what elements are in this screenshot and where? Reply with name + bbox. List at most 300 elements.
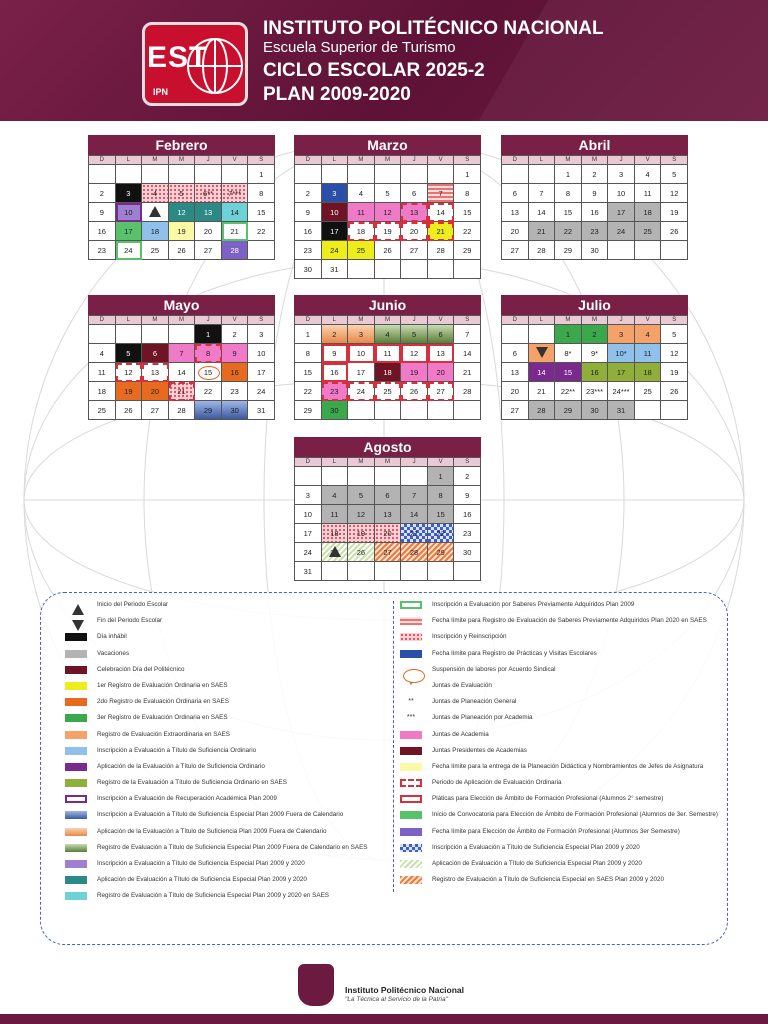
legend-label: Inscripción a Evaluación a Título de Suficiencia Especial Plan 2009 Fuera de Calendario	[97, 811, 344, 819]
empty-cell	[428, 165, 455, 184]
day-cell: 5	[348, 486, 375, 505]
day-cell: 4	[142, 184, 169, 203]
day-cell: 13	[375, 505, 402, 524]
empty-cell	[142, 165, 169, 184]
weekday-header: J	[401, 316, 428, 325]
month-title: Agosto	[294, 437, 481, 457]
legend-label: Aplicación de la Evaluación a Título de Suficiencia Ordinario	[97, 762, 265, 770]
legend-label: 1er Registro de Evaluación Ordinaria en SAES	[97, 681, 228, 689]
month-title: Marzo	[294, 135, 481, 155]
day-cell: 26	[401, 382, 428, 401]
day-cell: 1	[248, 165, 275, 184]
day-cell: 17	[348, 363, 375, 382]
legend-item	[400, 828, 723, 844]
legend-swatch-icon	[65, 714, 87, 722]
weekday-header: M	[142, 316, 169, 325]
legend-item	[400, 860, 723, 876]
day-cell: 8*	[555, 344, 582, 363]
day-cell: 2	[89, 184, 116, 203]
day-cell: 19	[661, 203, 688, 222]
legend-item	[400, 698, 723, 714]
day-cell: 4	[89, 344, 116, 363]
day-cell: 11	[89, 363, 116, 382]
day-cell: 21	[222, 222, 249, 241]
legend-item	[65, 601, 390, 617]
day-cell: 5	[375, 184, 402, 203]
legend-label: Día inhábil	[97, 633, 127, 641]
day-cell: 22	[555, 222, 582, 241]
day-cell: 12	[375, 203, 402, 222]
day-cell: 6	[142, 344, 169, 363]
day-cell: 8	[295, 344, 322, 363]
empty-cell	[348, 401, 375, 420]
legend-label: Registro de Evaluación a Título de Suficiencia Especial Plan 2009 Fuera de Calendario en SAES	[97, 843, 368, 851]
day-cell: 7	[529, 184, 556, 203]
day-cell: 31	[608, 401, 635, 420]
day-cell: 11	[322, 505, 349, 524]
day-cell: 13	[502, 363, 529, 382]
day-cell: 14	[222, 203, 249, 222]
empty-cell	[401, 260, 428, 279]
day-cell: 27	[401, 241, 428, 260]
day-cell: 13	[142, 363, 169, 382]
day-cell: 26	[169, 241, 196, 260]
empty-cell	[89, 325, 116, 344]
day-cell: 4	[635, 165, 662, 184]
day-cell: 13	[195, 203, 222, 222]
day-cell: 23	[454, 524, 481, 543]
day-cell: 24	[608, 222, 635, 241]
day-cell: 16	[89, 222, 116, 241]
legend-item	[400, 682, 723, 698]
legend-label: Vacaciones	[97, 649, 130, 657]
legend-swatch-icon	[400, 828, 422, 836]
month-title: Junio	[294, 295, 481, 315]
legend-item	[65, 666, 390, 682]
day-cell: 11	[635, 184, 662, 203]
month-title: Julio	[501, 295, 688, 315]
weekday-header: L	[529, 316, 556, 325]
legend-swatch-icon	[400, 666, 422, 678]
day-cell: 25	[635, 382, 662, 401]
legend-item	[65, 779, 390, 795]
header-banner	[0, 0, 768, 121]
weekday-header: L	[529, 156, 556, 165]
weekday-header: J	[608, 156, 635, 165]
legend-left-column	[65, 601, 390, 909]
logo-subtext: IPN	[153, 87, 169, 97]
day-cell: 30	[222, 401, 249, 420]
day-cell: 3	[295, 486, 322, 505]
day-cell: 3	[348, 325, 375, 344]
day-cell: 18	[635, 363, 662, 382]
day-cell: 19	[401, 363, 428, 382]
empty-cell	[454, 401, 481, 420]
day-cell: 17	[608, 363, 635, 382]
legend-swatch-icon	[65, 633, 87, 641]
weekday-header: M	[555, 156, 582, 165]
day-cell: 9	[295, 203, 322, 222]
legend-label: Juntas de Evaluación	[432, 681, 492, 689]
day-cell: 2	[582, 165, 609, 184]
weekday-header: S	[248, 316, 275, 325]
day-cell: 15	[195, 363, 222, 382]
legend-label: Inscripción a Evaluación a Título de Suficiencia Especial Plan 2009 y 2020	[97, 860, 305, 867]
plan-title: PLAN 2009-2020	[263, 84, 411, 105]
legend-swatch-icon	[400, 876, 422, 884]
day-cell: 3	[322, 184, 349, 203]
legend-item	[400, 601, 723, 617]
legend-item	[65, 698, 390, 714]
legend-label: Fecha límite para Elección de Ámbito de Formación Profesional (Alumnos 3er Semestre)	[432, 827, 680, 835]
day-cell: 16	[222, 363, 249, 382]
legend-swatch-icon	[65, 795, 87, 803]
month-grid	[88, 155, 275, 260]
day-cell: 25	[635, 222, 662, 241]
month-grid	[501, 155, 688, 260]
legend-label: Inicio de Convocatoria para Elección de Ámbito de Formación Profesional (Alumnos de 3er. Semestre)	[432, 811, 718, 819]
day-cell: 1	[454, 165, 481, 184]
day-cell: 6	[428, 325, 455, 344]
day-cell: 9	[582, 184, 609, 203]
legend-item	[400, 617, 723, 633]
day-cell: 22	[428, 524, 455, 543]
day-cell: 24	[295, 543, 322, 562]
day-cell: 26	[375, 241, 402, 260]
empty-cell	[502, 165, 529, 184]
day-cell: 5	[116, 344, 143, 363]
empty-cell	[195, 165, 222, 184]
legend-item	[400, 844, 723, 860]
empty-cell	[401, 165, 428, 184]
weekday-header: M	[348, 458, 375, 467]
day-cell: 7	[428, 184, 455, 203]
empty-cell	[502, 325, 529, 344]
empty-cell	[529, 165, 556, 184]
day-cell: 20	[375, 524, 402, 543]
day-cell: 28	[401, 543, 428, 562]
day-cell: 8	[454, 184, 481, 203]
legend-swatch-icon	[65, 811, 87, 819]
legend-item	[65, 795, 390, 811]
day-cell: 2	[295, 184, 322, 203]
weekday-header: D	[295, 316, 322, 325]
day-cell: 16	[582, 363, 609, 382]
day-cell: 25	[348, 241, 375, 260]
day-cell: 10	[295, 505, 322, 524]
legend-label: Inscripción a Evaluación a Título de Suficiencia Especial Plan 2009 y 2020	[432, 843, 640, 851]
empty-cell	[348, 260, 375, 279]
legend-swatch-icon	[65, 844, 87, 852]
day-cell: 1	[195, 325, 222, 344]
day-cell: 30	[582, 241, 609, 260]
day-cell: 7***	[222, 184, 249, 203]
day-cell: 24	[116, 241, 143, 260]
day-cell: 1	[428, 467, 455, 486]
legend-box	[40, 592, 728, 945]
legend-label: Pláticas para Elección de Ámbito de Formación Profesional (Alumnos 2° semestre)	[432, 795, 664, 803]
weekday-header: M	[348, 156, 375, 165]
day-cell: 28	[454, 382, 481, 401]
legend-swatch-icon	[65, 763, 87, 771]
weekday-header: L	[116, 316, 143, 325]
day-cell: 12	[169, 203, 196, 222]
legend-swatch-icon	[65, 779, 87, 787]
legend-swatch-icon	[400, 633, 422, 641]
day-cell: 24	[348, 382, 375, 401]
month-mayo	[88, 295, 275, 420]
empty-cell	[375, 260, 402, 279]
empty-cell	[529, 325, 556, 344]
day-cell: 20	[502, 222, 529, 241]
empty-cell	[169, 325, 196, 344]
legend-item	[400, 876, 723, 892]
day-cell: 10	[322, 203, 349, 222]
weekday-header: L	[322, 316, 349, 325]
day-cell: 27	[428, 382, 455, 401]
weekday-header: J	[401, 458, 428, 467]
legend-label: Inscripción a Evaluación de Recuperación Académica Plan 2009	[97, 795, 277, 803]
day-cell: 27	[502, 401, 529, 420]
legend-label: Fecha límite para la entrega de la Planeación Didáctica y Nombramientos de Jefes de Asignatura	[432, 762, 704, 770]
day-cell: 5	[661, 165, 688, 184]
footer-institute: Instituto Politécnico Nacional	[345, 985, 465, 995]
day-cell: 24	[322, 241, 349, 260]
day-cell: 21	[454, 363, 481, 382]
legend-item	[65, 747, 390, 763]
legend-label: Suspensión de labores por Acuerdo Sindical	[432, 665, 556, 673]
legend-swatch-icon	[65, 892, 87, 900]
school-name: Escuela Superior de Turismo	[263, 39, 456, 56]
day-cell: 18	[375, 363, 402, 382]
legend-item	[65, 811, 390, 827]
legend-swatch-icon	[65, 682, 87, 690]
empty-cell	[142, 325, 169, 344]
weekday-header: L	[322, 156, 349, 165]
legend-label: Celebración Día del Politécnico	[97, 665, 185, 673]
day-cell: 20	[401, 222, 428, 241]
empty-cell	[401, 401, 428, 420]
legend-swatch-icon	[400, 844, 422, 852]
day-cell: 22**	[555, 382, 582, 401]
empty-cell	[375, 467, 402, 486]
weekday-header: M	[375, 156, 402, 165]
day-cell: 18	[635, 203, 662, 222]
day-cell: 30	[454, 543, 481, 562]
day-cell: 13	[428, 344, 455, 363]
empty-cell	[348, 165, 375, 184]
month-grid	[294, 155, 481, 279]
legend-item	[65, 844, 390, 860]
day-cell: 8	[428, 486, 455, 505]
weekday-header: D	[502, 156, 529, 165]
day-cell: 20	[195, 222, 222, 241]
day-cell: 3	[248, 325, 275, 344]
legend-marker: **	[408, 698, 414, 706]
weekday-header: M	[555, 316, 582, 325]
empty-cell	[116, 165, 143, 184]
day-cell: 16	[582, 203, 609, 222]
day-cell: 23	[295, 241, 322, 260]
day-cell: 7	[169, 344, 196, 363]
month-title: Mayo	[88, 295, 275, 315]
legend-label: Registro de Evaluación a Título de Suficiencia Especial Plan 2009 y 2020 en SAES	[97, 892, 329, 900]
legend-swatch-icon	[65, 601, 87, 613]
weekday-header: D	[502, 316, 529, 325]
weekday-header: S	[454, 458, 481, 467]
day-cell: 31	[322, 260, 349, 279]
day-cell: 10	[116, 203, 143, 222]
day-cell: 7	[454, 325, 481, 344]
legend-swatch-icon	[65, 860, 87, 868]
empty-cell	[454, 260, 481, 279]
day-cell: 28	[169, 401, 196, 420]
legend-marker: ***	[406, 714, 416, 722]
legend-label: Periodo de Aplicación de Evaluación Ordinaria	[432, 779, 562, 787]
weekday-header: L	[116, 156, 143, 165]
legend-item	[65, 682, 390, 698]
day-cell: 26	[348, 543, 375, 562]
empty-cell	[322, 467, 349, 486]
weekday-header: M	[169, 156, 196, 165]
day-cell: 1	[555, 325, 582, 344]
weekday-header: M	[582, 156, 609, 165]
legend-label: Aplicación de la Evaluación a Título de Suficiencia Plan 2009 Fuera de Calendario	[97, 827, 327, 835]
weekday-header: V	[635, 316, 662, 325]
day-cell: 14	[401, 505, 428, 524]
empty-cell	[608, 241, 635, 260]
day-cell: 10	[348, 344, 375, 363]
day-cell: 6	[375, 486, 402, 505]
day-cell: 31	[295, 562, 322, 581]
day-cell: 17	[322, 222, 349, 241]
legend-label: Registro de Evaluación Extraordinaria en SAES	[97, 730, 231, 738]
day-cell: 18	[348, 222, 375, 241]
day-cell: 4	[375, 325, 402, 344]
month-marzo	[294, 135, 481, 279]
weekday-header: D	[89, 156, 116, 165]
weekday-header: S	[661, 156, 688, 165]
day-cell: 25	[142, 241, 169, 260]
day-cell: 5	[401, 325, 428, 344]
weekday-header: S	[454, 156, 481, 165]
legend-item	[400, 795, 723, 811]
day-cell: 12	[661, 184, 688, 203]
day-cell: 17	[248, 363, 275, 382]
empty-cell	[295, 467, 322, 486]
legend-swatch-icon	[65, 828, 87, 836]
legend-swatch-icon	[400, 860, 422, 868]
legend-label: 3er Registro de Evaluación Ordinaria en SAES	[97, 714, 228, 722]
weekday-header: V	[635, 156, 662, 165]
day-cell: 3	[116, 184, 143, 203]
weekday-header: V	[428, 316, 455, 325]
legend-item	[65, 763, 390, 779]
legend-item	[65, 860, 390, 876]
day-cell: 21	[169, 382, 196, 401]
day-cell: 11	[142, 203, 169, 222]
day-cell: 21	[401, 524, 428, 543]
day-cell: 14	[169, 363, 196, 382]
day-cell: 26	[661, 382, 688, 401]
empty-cell	[322, 562, 349, 581]
day-cell: 19	[375, 222, 402, 241]
empty-cell	[661, 241, 688, 260]
empty-cell	[401, 562, 428, 581]
empty-cell	[454, 562, 481, 581]
empty-cell	[635, 241, 662, 260]
day-cell: 22	[195, 382, 222, 401]
est-logo	[142, 22, 248, 106]
day-cell: 26	[116, 401, 143, 420]
weekday-header: J	[608, 316, 635, 325]
day-cell: 8	[195, 344, 222, 363]
empty-cell	[428, 260, 455, 279]
day-cell: 2	[454, 467, 481, 486]
month-title: Abril	[501, 135, 688, 155]
day-cell: 25	[89, 401, 116, 420]
day-cell: 18	[322, 524, 349, 543]
day-cell: 23	[89, 241, 116, 260]
day-cell: 23	[222, 382, 249, 401]
empty-cell	[375, 165, 402, 184]
legend-label: Inicio del Periodo Escolar	[97, 601, 169, 608]
weekday-header: M	[169, 316, 196, 325]
empty-cell	[635, 401, 662, 420]
legend-item	[400, 811, 723, 827]
legend-label: Registro de la Evaluación a Título de Suficiencia Ordinario en SAES	[97, 779, 287, 787]
day-cell: 12	[401, 344, 428, 363]
day-cell: 21	[428, 222, 455, 241]
day-cell: 11	[348, 203, 375, 222]
legend-item	[400, 731, 723, 747]
legend-item	[65, 731, 390, 747]
day-cell: 28	[222, 241, 249, 260]
weekday-header: J	[401, 156, 428, 165]
day-cell: 13	[401, 203, 428, 222]
day-cell: 7	[401, 486, 428, 505]
empty-cell	[169, 165, 196, 184]
day-cell: 2	[582, 325, 609, 344]
day-cell: 8	[248, 184, 275, 203]
day-cell: 14	[428, 203, 455, 222]
legend-label: Juntas Presidentes de Academias	[432, 746, 527, 754]
legend-swatch-icon	[65, 650, 87, 658]
weekday-header: S	[454, 316, 481, 325]
day-cell: 29	[295, 401, 322, 420]
day-cell: 15	[454, 203, 481, 222]
day-cell: 19	[661, 363, 688, 382]
legend-label: Fin del Periodo Escolar	[97, 617, 163, 625]
day-cell: 31	[248, 401, 275, 420]
day-cell: 28	[529, 401, 556, 420]
day-cell: 8	[555, 184, 582, 203]
day-cell: 4	[635, 325, 662, 344]
day-cell: 10	[608, 184, 635, 203]
legend-label: Inscripción y Reinscripción	[432, 633, 507, 641]
day-cell: 1	[555, 165, 582, 184]
day-cell: 9	[322, 344, 349, 363]
day-cell: 16	[322, 363, 349, 382]
day-cell: 9	[454, 486, 481, 505]
legend-label: Inscripción a Evaluación a Título de Suficiencia Ordinario	[97, 746, 257, 754]
weekday-header: J	[195, 156, 222, 165]
legend-label: Juntas de Academia	[432, 730, 489, 738]
empty-cell	[89, 165, 116, 184]
day-cell: 14	[529, 363, 556, 382]
legend-swatch-icon	[65, 731, 87, 739]
legend-item	[400, 714, 723, 730]
